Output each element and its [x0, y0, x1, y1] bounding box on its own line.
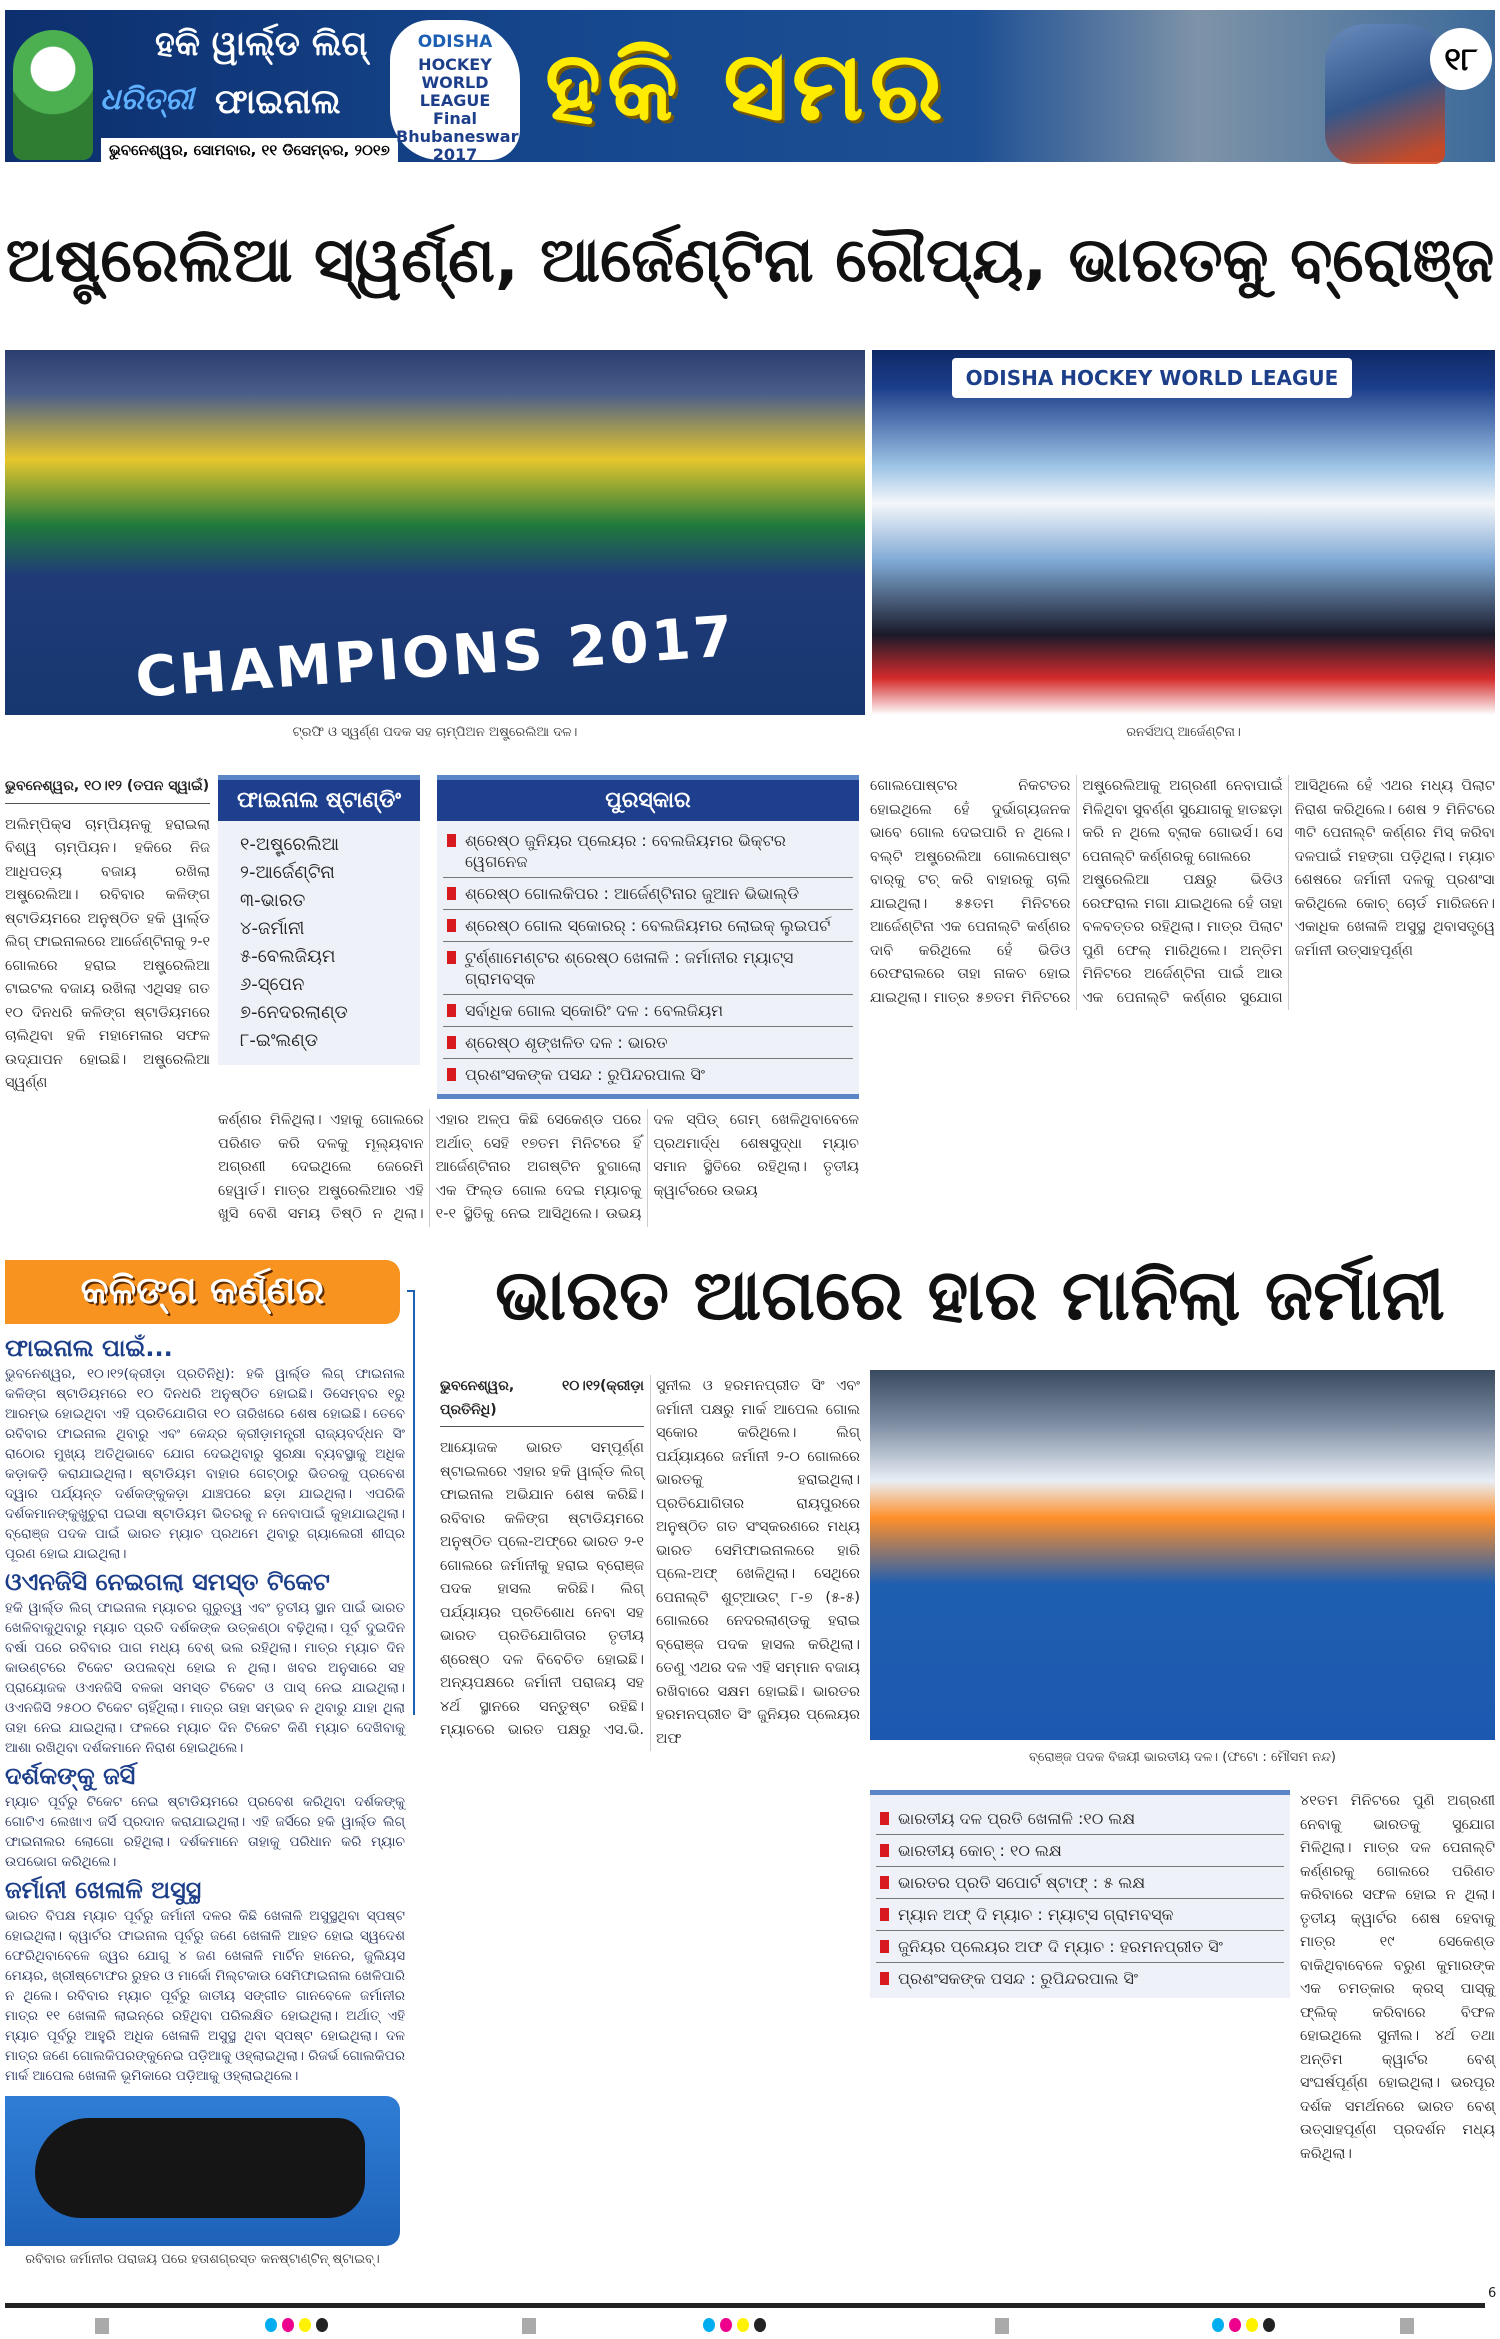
league-banner: ODISHA HOCKEY WORLD LEAGUE — [952, 358, 1352, 398]
hockey-world-league-logo — [390, 20, 520, 164]
registration-magenta-mark — [1229, 2318, 1241, 2332]
standing-item: ୧-ଅଷ୍ଟ୍ରେଲିଆ — [240, 834, 340, 855]
bullet-icon — [447, 1036, 456, 1049]
awards-title: ପୁରସ୍କାର — [437, 780, 859, 821]
australia-team-photo — [5, 350, 865, 715]
standing-item: ୬-ସ୍ପେନ — [240, 974, 305, 995]
player-image — [1325, 24, 1445, 164]
registration-magenta-mark — [720, 2318, 732, 2332]
kalinga-corner-title: କଳିଙ୍ଗ କର୍ଣ୍ଣର — [5, 1260, 400, 1324]
standing-item: ୩-ଭାରତ — [240, 890, 306, 911]
award-item — [443, 825, 853, 878]
india-team-photo — [870, 1370, 1495, 1740]
awards-box — [437, 775, 859, 1099]
award-text: ଶ୍ରେଷ୍ଠ ଗୋଲ ସ୍କୋରର୍ : ବେଲଜିୟମର ଲୋଇକ୍ ଲୁଇପର୍ଟ — [465, 916, 831, 935]
bullet-icon — [447, 887, 456, 900]
prize-item — [876, 1899, 1284, 1931]
award-item — [443, 942, 853, 995]
standing-item: ୫-ବେଲଜିୟମ — [240, 946, 336, 967]
prize-text: ଭାରତୀୟ କୋଚ୍ : ୧୦ ଲକ୍ଷ — [898, 1841, 1062, 1860]
award-item — [443, 1027, 853, 1059]
prize-text: ପ୍ରଶଂସକଙ୍କ ପସନ୍ଦ : ରୁପିନ୍ଦରପାଲ ସିଂ — [898, 1969, 1139, 1988]
registration-yellow-mark — [737, 2318, 749, 2332]
page-marker: 6 — [1488, 2286, 1497, 2301]
main-headline: ଅଷ୍ଟ୍ରେଲିଆ ସ୍ୱର୍ଣ୍ଣ, ଆର୍ଜେଣ୍ଟିନା ରୌପ୍ୟ, ଭାରତକୁ ବ୍ରୋଞ୍ଜ — [5, 223, 1495, 296]
award-text: ସର୍ବାଧିକ ଗୋଲ ସ୍କୋରିଂ ଦଳ : ବେଲଜିୟମ — [465, 1001, 724, 1020]
top-article-right-columns — [870, 775, 1495, 1010]
registration-cyan-mark — [265, 2318, 277, 2332]
registration-cyan-mark — [703, 2318, 715, 2332]
registration-black-mark — [754, 2318, 766, 2332]
prize-text: ଜୁନିୟର ପ୍ଲେୟର ଅଫ ଦି ମ୍ୟାଚ : ହରମନପ୍ରୀତ ସିଂ — [898, 1937, 1223, 1956]
issue-date: ଭୁବନେଶ୍ୱର, ସୋମବାର, ୧୧ ଡିସେମ୍ବର, ୨୦୧୭ — [101, 138, 398, 162]
logo-text: HOCKEY WORLD LEAGUE Final Bhubaneswar 2017 — [396, 55, 519, 164]
bullet-icon — [880, 1844, 889, 1857]
bullet-icon — [447, 834, 456, 847]
registration-gray-mark — [522, 2318, 536, 2334]
bottom-article-dateline: ଭୁବନେଶ୍ୱର, ୧୦।୧୨(କ୍ରୀଡ଼ା ପ୍ରତିନିଧି) — [440, 1375, 644, 1427]
second-headline: ଭାରତ ଆଗରେ ହାର ମାନିଲା ଜର୍ମାନୀ — [495, 1254, 1445, 1336]
masthead-supertitle: ହକି ୱାର୍ଲ୍ଡ ଲିଗ୍ — [155, 24, 368, 64]
award-text: ଶ୍ରେଷ୍ଠ ଜୁନିୟର ପ୍ଲେୟର : ବେଲଜିୟମର ଭିକ୍ଟର ୱେଗନେଜ — [465, 831, 786, 871]
bullet-icon — [447, 919, 456, 932]
section-title: ହକି ସମର — [545, 30, 949, 142]
bottom-article-column-right — [1300, 1790, 1495, 2166]
standing-item: ୭-ନେଦରଲାଣ୍ଡ — [240, 1002, 348, 1023]
registration-yellow-mark — [1246, 2318, 1258, 2332]
standing-item: ୪-ଜର୍ମାନୀ — [240, 918, 305, 939]
final-standings-box — [218, 775, 420, 1065]
top-article-lower-columns — [218, 1109, 859, 1227]
australia-photo-caption: ଟ୍ରଫି ଓ ସ୍ୱର୍ଣ୍ଣ ପଦକ ସହ ଚାମ୍ପିଅନ ଅଷ୍ଟ୍ରେଲିଆ ଦଳ। — [292, 725, 578, 740]
top-article-dateline: ଭୁବନେଶ୍ୱର, ୧୦।୧୨ (ତପନ ସ୍ୱାଇଁ) — [5, 775, 210, 804]
kalinga-corner-body — [5, 1330, 405, 2086]
masthead-subtitle: ଫାଇନାଲ — [215, 82, 341, 122]
story-heading: ଦର୍ଶକଙ୍କୁ ଜର୍ସି — [5, 1762, 136, 1790]
champions-banner: CHAMPIONS 2017 — [133, 604, 738, 711]
award-item — [443, 1059, 853, 1090]
prize-text: ଭାରତର ପ୍ରତି ସପୋର୍ଟ ଷ୍ଟାଫ୍ : ୫ ଲକ୍ଷ — [898, 1873, 1146, 1892]
bullet-icon — [880, 1876, 889, 1889]
award-text: ପ୍ରଶଂସକଙ୍କ ପସନ୍ଦ : ରୁପିନ୍ଦରପାଲ ସିଂ — [465, 1065, 706, 1084]
prize-text: ଭାରତୀୟ ଦଳ ପ୍ରତି ଖେଳାଳି :୧୦ ଲକ୍ଷ — [898, 1809, 1136, 1828]
award-text: ଶ୍ରେଷ୍ଠ ଗୋଲକିପର : ଆର୍ଜେଣ୍ଟିନାର ଜୁଆନ ଭିଭାଲ୍ଡି — [465, 884, 800, 903]
german-player-photo — [5, 2096, 400, 2246]
award-item — [443, 910, 853, 942]
prize-item — [876, 1963, 1284, 1994]
bullet-icon — [880, 1940, 889, 1953]
story-heading: ଫାଇନାଲ ପାଇଁ... — [5, 1334, 173, 1362]
logo-odisha: ODISHA — [417, 32, 493, 52]
bullet-icon — [880, 1908, 889, 1921]
fallen-player — [35, 2118, 365, 2218]
india-prizes-box — [870, 1790, 1290, 1998]
standing-item: ୮-ଇଂଲଣ୍ଡ — [240, 1030, 319, 1051]
standings-title: ଫାଇନାଲ ଷ୍ଟାଣ୍ଡିଂ — [218, 780, 420, 821]
registration-magenta-mark — [282, 2318, 294, 2332]
registration-gray-mark — [95, 2318, 109, 2334]
story-body: ହକି ୱାର୍ଲ୍ଡ ଲିଗ୍ ଫାଇନାଲ ମ୍ୟାଚର ଗୁରୁତ୍ୱ ଏବଂ ତୃତୀୟ ସ୍ଥାନ ପାଇଁ ଭାରତ ଖେଳିବାକୁଥିବାରୁ ମ୍ୟାଚ ପ୍ରତି ଦର୍ଶକଙ୍କ ଉତ୍କଣ୍ଠା ବଢ଼ିଥିଲା। ପୂର୍ବ ଦୁଇଦିନ ବର୍ଷା ପରେ ରବିବାର ପାଗ ମଧ୍ୟ ବେଶ୍ ଭଲ ରହିଥିଲା। ମାତ୍ର ମ୍ୟାଚ ଦିନ କାଉଣ୍ଟରେ ଟିକେଟ ଉପଲବ୍ଧ ହୋଇ ନ ଥିଲା। ଖବର ଅନୁସାରେ ସହ ପ୍ରାୟୋଜକ ଓଏନଜିସି ବଳକା ସମସ୍ତ ଟିକେଟ ଓ ପାସ୍ ନେଇ ଯାଇଥିଲା। ଓଏନଜିସି ୨୫୦୦ ଟିକେଟ ଚାହିଁଥିଲା। ମାତ୍ର ତାହା ସମ୍ଭବ ନ ଥିବାରୁ ଯାହା ଥିଲା ତାହା ନେଇ ଯାଇଥିଲା। ଫଳରେ ମ୍ୟାଚ ଦିନ ଟିକେଟ କିଣି ମ୍ୟାଚ ଦେଖିବାକୁ ଆଶା ରଖିଥିବା ଦର୍ଶକମାନେ ନିରାଶ ହୋଇଥିଲେ। — [5, 1600, 405, 1756]
registration-black-mark — [316, 2318, 328, 2332]
registration-gray-mark — [1400, 2318, 1414, 2334]
prize-item — [876, 1931, 1284, 1963]
article-paragraph: ୪୧ତମ ମିନିଟରେ ପୁଣି ଅଗ୍ରଣୀ ନେବାକୁ ଭାରତକୁ ସୁଯୋଗ ମିଳିଥିଲା। ମାତ୍ର ଦଳ ପେନାଲ୍ଟି କର୍ଣ୍ଣରକୁ ଗୋଲରେ ପରିଣତ କରିବାରେ ସଫଳ ହୋଇ ନ ଥିଲା। ତୃତୀୟ କ୍ୱାର୍ଟର ଶେଷ ହେବାକୁ ମାତ୍ର ୧୯ ସେକେଣ୍ଡ ବାକିଥିବାବେଳେ ବରୁଣ କୁମାରଙ୍କ ଏକ ଚମତ୍କାର କ୍ରସ୍ ପାସ୍‌କୁ ଫ୍ଲିକ୍ କରିବାରେ ବିଫଳ ହୋଇଥିଲେ ସୁନୀଲ। ୪ର୍ଥ ତଥା ଅନ୍ତିମ କ୍ୱାର୍ଟର ବେଶ୍ ସଂଘର୍ଷପୂର୍ଣ୍ଣ ହୋଇଥିଲା। ଭରପୂର ଦର୍ଶକ ସମର୍ଥନରେ ଭାରତ ବେଶ୍ ଉତ୍ସାହପୂର୍ଣ୍ଣ ପ୍ରଦର୍ଶନ ମଧ୍ୟ କରିଥିଲା। — [1300, 1793, 1495, 2162]
story-heading: ଜର୍ମାନୀ ଖେଳାଳି ଅସୁସ୍ଥ — [5, 1876, 202, 1904]
german-photo-caption: ରବିବାର ଜର୍ମାନୀର ପରାଜୟ ପରେ ହତାଶଗ୍ରସ୍ତ କନଷ୍ଟାଣ୍ଟିନ୍ ଷ୍ଟାଇବ୍। — [25, 2252, 380, 2267]
bullet-icon — [447, 951, 456, 964]
bullet-icon — [447, 1004, 456, 1017]
registration-gray-mark — [995, 2318, 1009, 2334]
bullet-icon — [880, 1972, 889, 1985]
bottom-article-columns — [440, 1375, 860, 1751]
award-item — [443, 878, 853, 910]
article-paragraph: ଗୋଲପୋଷ୍ଟର ନିକଟତର ହୋଇଥିଲେ ହେଁ ଦୁର୍ଭାଗ୍ୟଜନକ ଭାବେ ଗୋଲ ଦେଇପାରି ନ ଥିଲେ। ବଲ୍‌ଟି ଅଷ୍ଟ୍ରେଲିଆ ଗୋଲପୋଷ୍ଟ ବାର୍‌କୁ ଟଚ୍ କରି ବାହାରକୁ ଚାଲି ଯାଇଥିଲା। ୫୫ତମ ମିନିଟରେ ଆର୍ଜେଣ୍ଟିନା ଏକ ପେନାଲ୍ଟି କର୍ଣ୍ଣର ଦାବି କରିଥିଲେ ହେଁ ଭିଡିଓ ରେଫରାଲରେ ତାହା ନାକଚ ହୋଇ ଯାଇଥିଲା। ମାତ୍ର ୫୭ତମ ମିନିଟରେ ଅଷ୍ଟ୍ରେଲିଆକୁ ଅଗ୍ରଣୀ ନେବାପାଇଁ ମିଳିଥିବା ସୁବର୍ଣ୍ଣ ସୁଯୋଗକୁ ହାତଛଡ଼ା କରି ନ ଥିଲେ ବ୍ଲାକ ଗୋଭର୍ସ। ସେ ପେନାଲ୍ଟି କର୍ଣ୍ଣରକୁ ଗୋଲରେ — [870, 778, 1283, 1006]
story-heading: ଓଏନଜିସି ନେଇଗଲା ସମସ୍ତ ଟିକେଟ — [5, 1568, 330, 1596]
registration-yellow-mark — [299, 2318, 311, 2332]
top-article-column-1 — [5, 775, 210, 1096]
bullet-icon — [447, 1068, 456, 1081]
registration-black-mark — [1263, 2318, 1275, 2332]
story-body: ଭୁବନେଶ୍ୱର, ୧୦।୧୨(କ୍ରୀଡ଼ା ପ୍ରତିନିଧି): ହକି ୱାର୍ଲ୍ଡ ଲିଗ୍ ଫାଇନାଲ କଳିଙ୍ଗ ଷ୍ଟାଡିୟମରେ ୧୦ ଦିନଧରି ଅନୁଷ୍ଠିତ ହୋଇଛି। ଡିସେମ୍ବର ୧ରୁ ଆରମ୍ଭ ହୋଇଥିବା ଏହି ପ୍ରତିଯୋଗିତା ୧୦ ତାରିଖରେ ଶେଷ ହୋଇଛି। ତେବେ ରବିବାର ଫାଇନାଲ ଥିବାରୁ ଏବଂ କେନ୍ଦ୍ର କ୍ରୀଡ଼ାମନ୍ତ୍ରୀ ରାଜ୍ୟବର୍ଦ୍ଧନ ସିଂ ରାଠୋର ମୁଖ୍ୟ ଅତିଥିଭାବେ ଯୋଗ ଦେଇଥିବାରୁ ସୁରକ୍ଷା ବ୍ୟବସ୍ଥାକୁ ଅଧିକ କଡ଼ାକଡ଼ି କରାଯାଇଥିଲା। ଷ୍ଟାଡିୟମ ବାହାର ଗେଟ୍‌ଠାରୁ ଭିତରକୁ ପ୍ରବେଶ ଦ୍ୱାର ପର୍ଯ୍ୟନ୍ତ ଦର୍ଶକଙ୍କୁକଡ଼ା ଯାଞ୍ଚପରେ ଛଡ଼ା ଯାଇଥିଲା। ଏପରିକି ଦର୍ଶକମାନଙ୍କୁଖୁଚୁରା ପଇସା ଷ୍ଟାଡିୟମ ଭିତରକୁ ନ ନେବାପାଇଁ କୁହାଯାଇଥିଲା। ବ୍ରୋଞ୍ଜ ପଦକ ପାଇଁ ଭାରତ ମ୍ୟାଚ ପ୍ରଥମେ ଥିବାରୁ ଗ୍ୟାଲେରୀ ଶୀଘ୍ର ପୂରଣ ହୋଇ ଯାଇଥିଲା। — [5, 1366, 405, 1562]
page-bottom-rule — [5, 2303, 1485, 2308]
award-text: ଟୁର୍ଣ୍ଣାମେଣ୍ଟର ଶ୍ରେଷ୍ଠ ଖେଳାଳି : ଜର୍ମାନୀର ମ୍ୟାଟ୍ସ ଗ୍ରାମବସ୍କ — [465, 948, 794, 988]
argentina-photo-caption: ରନର୍ସଅପ୍ ଆର୍ଜେଣ୍ଟିନା। — [1126, 725, 1241, 740]
prize-item — [876, 1803, 1284, 1835]
award-text: ଶ୍ରେଷ୍ଠ ଶୃଙ୍ଖଳିତ ଦଳ : ଭାରତ — [465, 1033, 668, 1052]
prize-item — [876, 1867, 1284, 1899]
india-photo-caption: ବ୍ରୋଞ୍ଜ ପଦକ ବିଜୟୀ ଭାରତୀୟ ଦଳ। (ଫଟୋ : ମୌସମ ନନ୍ଦ) — [1029, 1750, 1336, 1765]
story-body: ମ୍ୟାଚ ପୂର୍ବରୁ ଟିକେଟ ନେଇ ଷ୍ଟାଡିୟମରେ ପ୍ରବେଶ କରିଥିବା ଦର୍ଶକଙ୍କୁ ଗୋଟିଏ ଲେଖାଏ ଜର୍ସି ପ୍ରଦାନ କରାଯାଇଥିଲା। ଏହି ଜର୍ସିରେ ହକି ୱାର୍ଲ୍ଡ ଲିଗ୍ ଫାଇନାଲର ଲୋଗୋ ରହିଥିଲା। ଦର୍ଶକମାନେ ତାହାକୁ ପରିଧାନ କରି ମ୍ୟାଚ ଉପଭୋଗ କରିଥିଲେ। — [5, 1794, 405, 1870]
page-number: ୧୮ — [1430, 28, 1492, 90]
masthead-banner — [5, 10, 1495, 162]
story-body: ଭାରତ ବିପକ୍ଷ ମ୍ୟାଚ ପୂର୍ବରୁ ଜର୍ମାନୀ ଦଳର କିଛି ଖେଳାଳି ଅସୁସ୍ଥଥିବା ସ୍ପଷ୍ଟ ହୋଇଥିଲା। କ୍ୱାର୍ଟର ଫାଇନାଲ ପୂର୍ବରୁ ଜଣେ ଖେଳାଳି ଆହତ ହୋଇ ସ୍ୱଦେଶ ଫେରିଥିବାବେଳେ ଜ୍ୱର ଯୋଗୁ ୪ ଜଣ ଖେଳାଳି ମାର୍ଟିନ ହାନେର, ଜୁଲିୟସ ମେୟର, ଖ୍ରୀଷ୍ଟୋଫର ରୁହର ଓ ମାର୍କୋ ମିଲ୍‌ଟକାଉ ସେମିଫାଇନାଲ ଖେଳିପାରି ନ ଥିଲେ। ରବିବାର ମ୍ୟାଚ ପୂର୍ବରୁ ଜାତୀୟ ସଙ୍ଗୀତ ଗାନବେଳେ ଜର୍ମାନୀର ମାତ୍ର ୧୧ ଖେଳାଳି ଲାଇନ୍‌ରେ ରହିଥିବା ପରିଲକ୍ଷିତ ହୋଇଥିଲା। ଅର୍ଥାତ୍ ଏହି ମ୍ୟାଚ ପୂର୍ବରୁ ଆହୁରି ଅଧିକ ଖେଳାଳି ଅସୁସ୍ଥ ଥିବା ସ୍ପଷ୍ଟ ହୋଇଥିଲା। ଦଳ ମାତ୍ର ଜଣେ ଗୋଲକିପରଙ୍କୁନେଇ ପଡ଼ିଆକୁ ଓହ୍ଲାଇଥିଲା। ରିଜର୍ଭ ଗୋଲକିପର ମାର୍କ ଆପେଲ ଖେଳାଳି ଭୂମିକାରେ ପଡ଼ିଆକୁ ଓହ୍ଲାଇଥିଲେ। — [5, 1908, 405, 2084]
mascot-image — [13, 30, 93, 160]
prize-text: ମ୍ୟାନ ଅଫ୍ ଦି ମ୍ୟାଚ : ମ୍ୟାଟ୍ସ ଗ୍ରାମବସ୍କ — [898, 1905, 1174, 1924]
standing-item: ୨-ଆର୍ଜେଣ୍ଟିନା — [240, 862, 335, 883]
registration-cyan-mark — [1212, 2318, 1224, 2332]
award-item — [443, 995, 853, 1027]
article-paragraph: ଅଷ୍ଟ୍ରେଲିଆ ପକ୍ଷରୁ ଭିଡିଓ ରେଫରାଲ ମଗା ଯାଇଥିଲେ ହେଁ ତାହା ବଳବତ୍ତର ରହିଥିଲା। ମାତ୍ର ପିଲାଟ ପୁଣି ଫେଲ୍ ମାରିଥିଲେ। ଅନ୍ତିମ ମିନିଟରେ ଅର୍ଜେଣ୍ଟିନା ପାଇଁ ଆଉ ଏକ ପେନାଲ୍ଟି କର୍ଣ୍ଣର ସୁଯୋଗ ଆସିଥିଲେ ହେଁ ଏଥର ମଧ୍ୟ ପିଲାଟ ନିରାଶ କରିଥିଲେ। ଶେଷ ୨ ମିନିଟରେ ୩ଟି ପେନାଲ୍ଟି କର୍ଣ୍ଣର ମିସ୍ କରିବା ଦଳପାଇଁ ମହଙ୍ଗା ପଡ଼ିଥିଲା। ମ୍ୟାଚ ଶେଷରେ ଜର୍ମାନୀ ଦଳକୁ ପ୍ରଶଂସା କରିଥିଲେ କୋଚ୍ ଚୋର୍ଡ ମାରିଜନେ। ଏକାଧିକ ଖେଳାଳି ଅସୁସ୍ଥ ଥିବାସତ୍ତ୍ୱେ ଜର୍ମାନୀ ଉତ୍ସାହପୂର୍ଣ୍ଣ — [1082, 778, 1495, 1006]
article-paragraph: କର୍ଣ୍ଣର ମିଳିଥିଲା। ଏହାକୁ ଗୋଲରେ ପରିଣତ କରି ଦଳକୁ ମୂଲ୍ୟବାନ ଅଗ୍ରଣୀ ଦେଇଥିଲେ ଜେରେମି ହେୱାର୍ଡ। ମାତ୍ର ଅଷ୍ଟ୍ରେଲିଆର ଏହି ଖୁସି ବେଶି ସମୟ ତିଷ୍ଠି ନ ଥିଲା। ଏହାର ଅଳ୍ପ କିଛି ସେକେଣ୍ଡ ପରେ ଅର୍ଥାତ୍ ସେହି ୧୭ତମ ମିନିଟରେ ହିଁ ଆର୍ଜେଣ୍ଟିନାର ଅଗଷ୍ଟିନ ବୁଗାଲୋ ଏକ ଫିଲ୍ଡ ଗୋଲ ଦେଇ ମ୍ୟାଚକୁ ୧-୧ ସ୍ଥିତିକୁ ନେଇ ଆସିଥିଲେ। ଉଭୟ ଦଳ ସ୍ପିଡ୍ ଗେମ୍ ଖେଳିଥିବାବେଳେ ପ୍ରଥମାର୍ଦ୍ଧ ଶେଷସୁଦ୍ଧା ମ୍ୟାଚ ସମାନ ସ୍ଥିତିରେ ରହିଥିଲା। ତୃତୀୟ କ୍ୱାର୍ଟରରେ ଉଭୟ — [218, 1112, 859, 1222]
article-paragraph: ଆୟୋଜକ ଭାରତ ସମ୍ପୂର୍ଣ୍ଣ ଷ୍ଟାଇଲରେ ଏହାର ହକି ୱାର୍ଲ୍ଡ ଲିଗ୍ ଫାଇନାଲ ଅଭିଯାନ ଶେଷ କରିଛି। ରବିବାର କଳିଙ୍ଗ ଷ୍ଟାଡିୟମରେ ଅନୁଷ୍ଠିତ ପ୍ଲେ-ଅଫ୍‌ରେ ଭାରତ ୨-୧ ଗୋଲରେ ଜର୍ମାନୀକୁ ହରାଇ ବ୍ରୋଞ୍ଜ ପଦକ ହାସଲ କରିଛି। ଲିଗ୍ ପର୍ଯ୍ୟାୟର ପ୍ରତିଶୋଧ ନେବା ସହ ଭାରତ ପ୍ରତିଯୋଗିତାର ତୃତୀୟ ଶ୍ରେଷ୍ଠ ଦଳ ବିବେଚିତ ହୋଇଛି। ଅନ୍ୟପକ୍ଷରେ ଜର୍ମାନୀ ପରାଜୟ ସହ ୪ର୍ଥ ସ୍ଥାନରେ ସନ୍ତୁଷ୍ଟ ରହିଛି। ମ୍ୟାଚରେ ଭାରତ ପକ୍ଷରୁ ଏସ.ଭି. ସୁନୀଲ ଓ ହରମନପ୍ରୀତ ସିଂ ଏବଂ ଜର୍ମାନୀ ପକ୍ଷରୁ ମାର୍କ ଆପେଲ ଗୋଲ ସ୍କୋର କରିଥିଲେ। ଲିଗ୍ ପର୍ଯ୍ୟାୟରେ ଜର୍ମାନୀ ୨-୦ ଗୋଲରେ ଭାରତକୁ ହରାଇଥିଲା। ପ୍ରତିଯୋଗିତାର ରାୟପୁରରେ ଅନୁଷ୍ଠିତ ଗତ ସଂସ୍କରଣରେ ମଧ୍ୟ ଭାରତ ସେମିଫାଇନାଲରେ ହାରି ପ୍ଲେ-ଅଫ୍ ଖେଳିଥିଲା। ସେଥିରେ ପେନାଲ୍ଟି ଶୁଟ୍‌ଆଉଟ୍ ୮-୭ (୫-୫) ଗୋଲରେ ନେଦରଲାଣ୍ଡକୁ ହରାଇ ବ୍ରୋଞ୍ଜ ପଦକ ହାସଲ କରିଥିଲା। ତେଣୁ ଏଥର ଦଳ ଏହି ସମ୍ମାନ ବଜାୟ ରଖିବାରେ ସକ୍ଷମ ହୋଇଛି। ଭାରତର ହରମନପ୍ରୀତ ସିଂ ଜୁନିୟର ପ୍ଲେୟର ଅଫ — [440, 1378, 860, 1747]
mascot-name: ଧରିତ୍ରୀ — [100, 82, 194, 117]
bullet-icon — [880, 1812, 889, 1825]
article-paragraph: ଅଲିମ୍ପିକ୍ସ ଚାମ୍ପିୟନକୁ ହରାଇଲା ବିଶ୍ୱ ଚାମ୍ପିୟନ। ହକିରେ ନିଜ ଆଧିପତ୍ୟ ବଜାୟ ରଖିଲା ଅଷ୍ଟ୍ରେଲିଆ। ରବିବାର କଳିଙ୍ଗ ଷ୍ଟାଡିୟମରେ ଅନୁଷ୍ଠିତ ହକି ୱାର୍ଲ୍ଡ ଲିଗ୍ ଫାଇନାଲରେ ଆର୍ଜେଣ୍ଟିନାକୁ ୨-୧ ଗୋଲରେ ହରାଇ ଅଷ୍ଟ୍ରେଲିଆ ଟାଇଟଲ ବଜାୟ ରଖିଲା ଏଥିସହ ଗତ ୧୦ ଦିନଧରି କଳିଙ୍ଗ ଷ୍ଟାଡିୟମରେ ଚାଲିଥିବା ହକି ମହାମେଳାର ସଫଳ ଉଦ୍‌ଯାପନ ହୋଇଛି। ଅଷ୍ଟ୍ରେଲିଆ ସ୍ୱର୍ଣ୍ଣ — [5, 816, 210, 1091]
prize-item — [876, 1835, 1284, 1867]
kalinga-corner-border — [407, 1290, 415, 1715]
argentina-team-photo — [872, 350, 1495, 715]
